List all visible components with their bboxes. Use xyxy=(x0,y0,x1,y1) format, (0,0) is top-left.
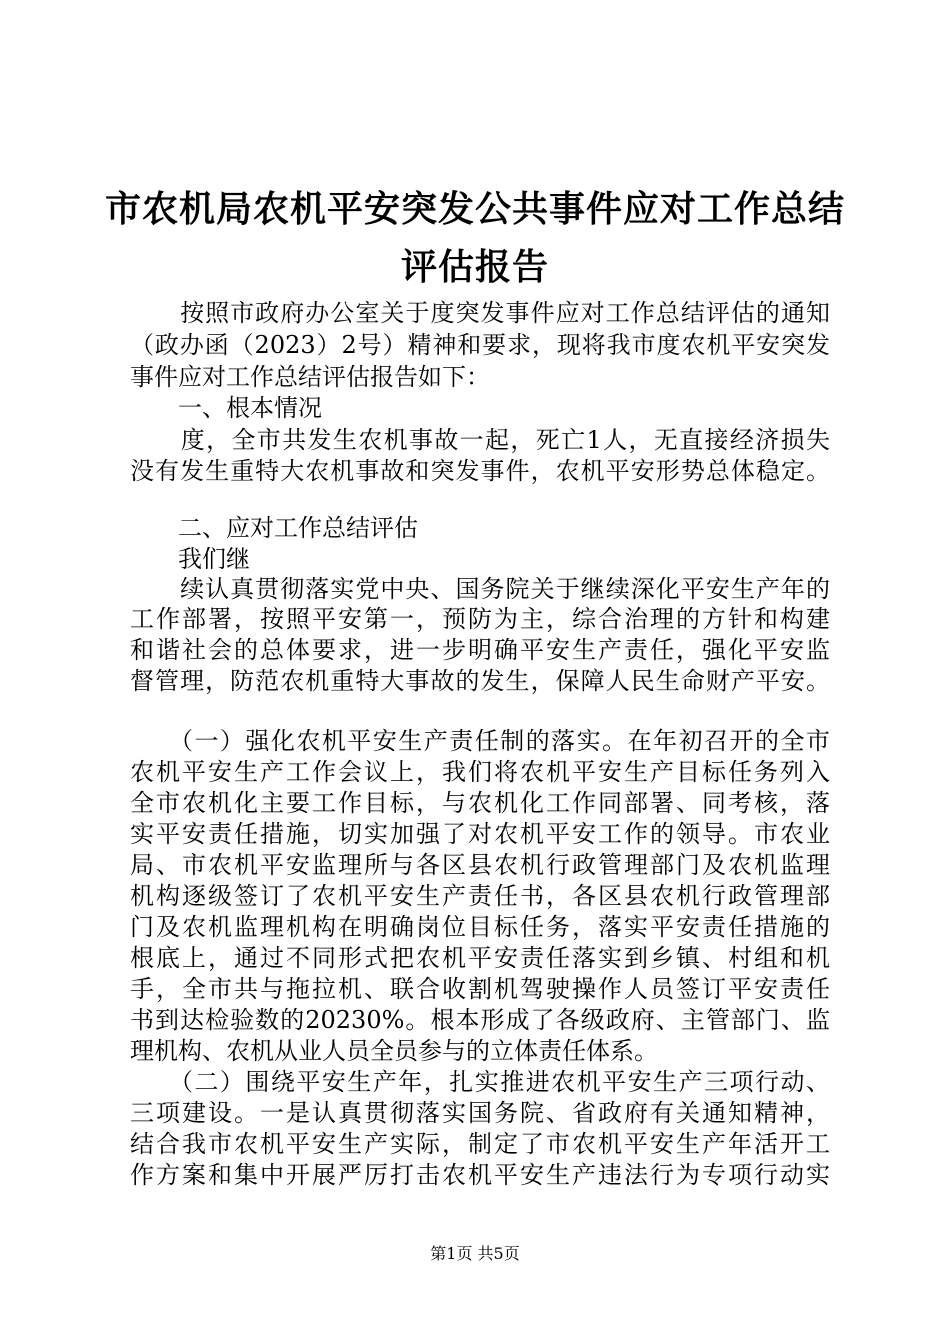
section-heading: 一、根本情况 xyxy=(130,394,322,422)
body-line: 农机平安生产工作会议上，我们将农机平安生产目标任务列入 xyxy=(130,758,830,786)
body-line: 和谐社会的总体要求，进一步明确平安生产责任，强化平安监 xyxy=(130,636,830,664)
body-line: 门及农机监理机构在明确岗位目标任务，落实平安责任措施的 xyxy=(130,913,830,941)
body-line: 局、市农机平安监理所与各区县农机行政管理部门及农机监理 xyxy=(130,851,830,879)
body-line: （政办函（2023）2号）精神和要求，现将我市度农机平安突发 xyxy=(130,331,830,359)
document-title-line-2: 评估报告 xyxy=(400,247,549,288)
body-line: 机构逐级签订了农机平安生产责任书，各区县农机行政管理部 xyxy=(130,882,830,910)
body-line: 续认真贯彻落实党中央、国务院关于继续深化平安生产年的 xyxy=(130,575,830,603)
body-line: 没有发生重特大农机事故和突发事件，农机平安形势总体稳定。 xyxy=(130,457,830,485)
body-line: 按照市政府办公室关于度突发事件应对工作总结评估的通知 xyxy=(130,299,830,327)
body-line: 书到达检验数的20230%。根本形成了各级政府、主管部门、监 xyxy=(130,1006,830,1034)
body-line: 全市农机化主要工作目标，与农机化工作同部署、同考核，落 xyxy=(130,789,830,817)
body-line: 作方案和集中开展严厉打击农机平安生产违法行为专项行动实 xyxy=(130,1161,830,1189)
page-footer: 第1页 共5页 xyxy=(430,1244,520,1263)
body-line: 结合我市农机平安生产实际，制定了市农机平安生产年活开工 xyxy=(130,1130,830,1158)
body-line: 督管理，防范农机重特大事故的发生，保障人民生命财产平安。 xyxy=(130,667,830,695)
body-line: 工作部署，按照平安第一，预防为主，综合治理的方针和构建 xyxy=(130,605,830,633)
body-line: 实平安责任措施，切实加强了对农机平安工作的领导。市农业 xyxy=(130,820,830,848)
body-line: 我们继 xyxy=(130,545,250,573)
body-line: 度，全市共发生农机事故一起，死亡1人，无直接经济损失 xyxy=(130,426,830,454)
body-line: 理机构、农机从业人员全员参与的立体责任体系。 xyxy=(130,1037,658,1065)
body-line: 手，全市共与拖拉机、联合收割机驾驶操作人员签订平安责任 xyxy=(130,975,830,1003)
document-title-line-1: 市农机局农机平安突发公共事件应对工作总结 xyxy=(104,189,845,230)
body-line: 事件应对工作总结评估报告如下： xyxy=(130,363,490,391)
body-line: （一）强化农机平安生产责任制的落实。在年初召开的全市 xyxy=(130,727,830,755)
body-line: 根底上，通过不同形式把农机平安责任落实到乡镇、村组和机 xyxy=(130,944,830,972)
body-line: （二）围绕平安生产年，扎实推进农机平安生产三项行动、 xyxy=(130,1068,830,1096)
body-line: 三项建设。一是认真贯彻落实国务院、省政府有关通知精神， xyxy=(130,1099,830,1127)
section-heading: 二、应对工作总结评估 xyxy=(130,514,418,542)
